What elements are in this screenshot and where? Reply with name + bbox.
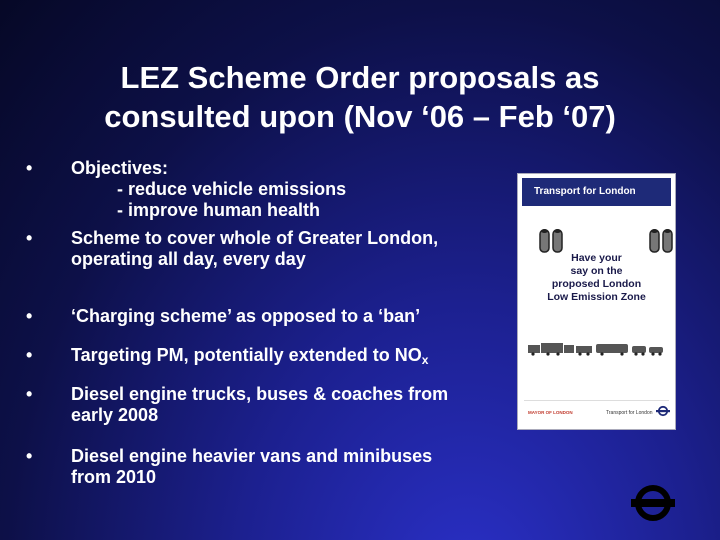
bullet-text-continued: early 2008 bbox=[71, 405, 159, 425]
roundel-icon bbox=[655, 405, 671, 417]
bullet-text: ‘Charging scheme’ as opposed to a ‘ban’ bbox=[71, 306, 421, 326]
slide-title bbox=[40, 58, 680, 136]
bullet-text-continued: from 2010 bbox=[71, 467, 157, 487]
bullet-text: Objectives: bbox=[71, 158, 169, 178]
slide-title-line-2: consulted upon (Nov ‘06 – Feb ‘07) bbox=[104, 99, 616, 134]
consultation-poster-image bbox=[517, 173, 676, 430]
bullet-text: Diesel engine heavier vans and minibuses bbox=[71, 446, 433, 466]
bullet-marker: • bbox=[26, 446, 33, 466]
bullet-marker: • bbox=[26, 384, 33, 404]
sub-bullet-text: - improve human health bbox=[117, 200, 321, 220]
subscript-x: x bbox=[421, 353, 429, 367]
underground-roundel-icon bbox=[630, 483, 676, 523]
slide-title-line-1: LEZ Scheme Order proposals as bbox=[120, 60, 600, 95]
poster-line: proposed London bbox=[551, 278, 642, 290]
bullet-marker: • bbox=[26, 158, 33, 178]
bullet-marker: • bbox=[26, 306, 33, 326]
sub-bullet-text: - reduce vehicle emissions bbox=[117, 179, 347, 199]
poster-line: Have your bbox=[571, 252, 622, 264]
vehicles-icon bbox=[528, 342, 668, 356]
poster-line: Low Emission Zone bbox=[547, 291, 646, 303]
bullet-marker: • bbox=[26, 228, 33, 248]
poster-header: Transport for London bbox=[522, 178, 671, 206]
poster-divider bbox=[524, 400, 669, 401]
poster-footer-mayor: MAYOR OF LONDON bbox=[528, 410, 573, 415]
bullet-text: Scheme to cover whole of Greater London, bbox=[71, 228, 439, 248]
poster-footer-tfl: Transport for London bbox=[606, 410, 653, 416]
bullet-text: Diesel engine trucks, buses & coaches from bbox=[71, 384, 449, 404]
bullet-text-continued: operating all day, every day bbox=[71, 249, 306, 269]
bullet-text-main: Targeting PM, potentially extended to NO bbox=[71, 345, 422, 365]
bullet-marker: • bbox=[26, 345, 33, 365]
poster-line: say on the bbox=[570, 265, 623, 277]
bullet-text bbox=[71, 345, 428, 371]
poster-headline bbox=[544, 252, 649, 304]
exhaust-pipe-icon bbox=[648, 226, 676, 258]
